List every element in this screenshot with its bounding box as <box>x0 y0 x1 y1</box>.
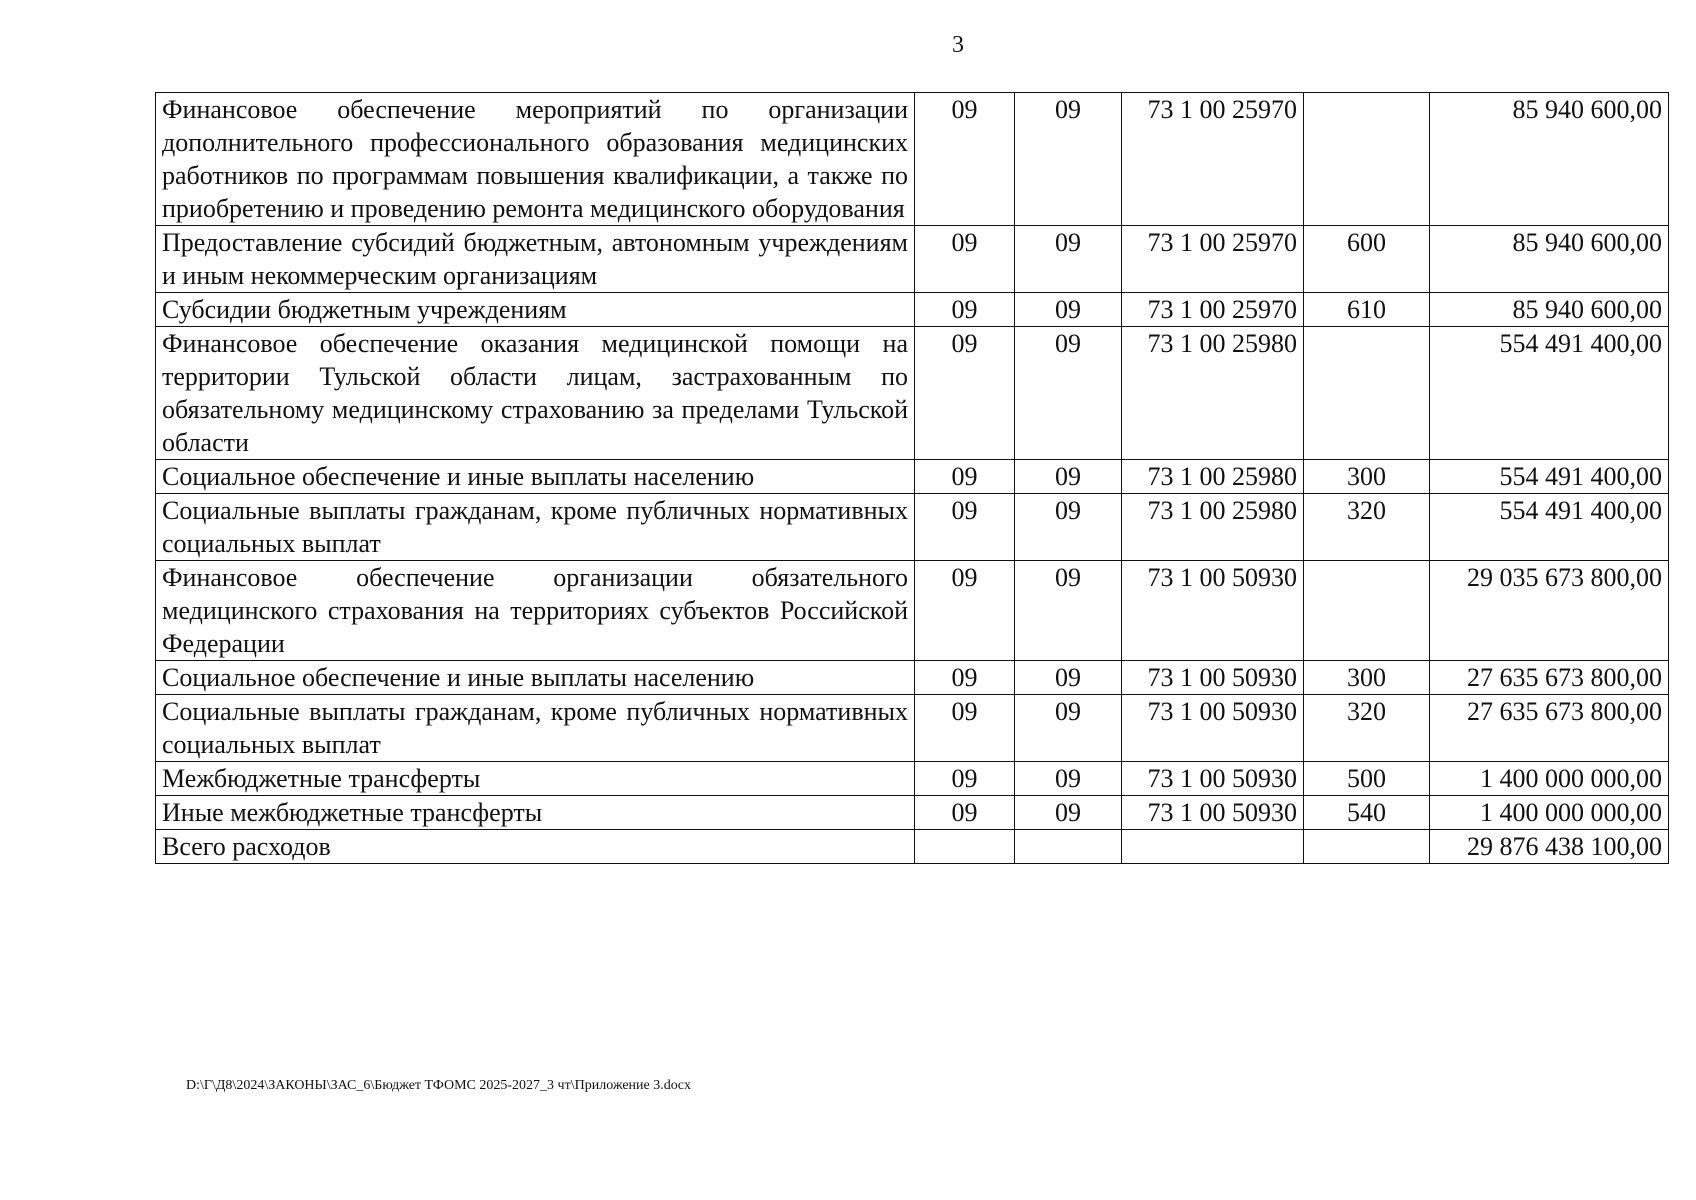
row-name-cell: Межбюджетные трансферты <box>156 762 915 796</box>
row-name-cell: Социальное обеспечение и иные выплаты населению <box>156 460 915 494</box>
row-subsection-cell: 09 <box>1015 226 1122 293</box>
row-expense-type-cell: 500 <box>1304 762 1430 796</box>
budget-table <box>155 92 1669 864</box>
row-section-cell: 09 <box>915 561 1015 661</box>
table-row <box>156 93 1669 226</box>
row-section-cell: 09 <box>915 695 1015 762</box>
row-section-cell: 09 <box>915 494 1015 561</box>
row-subsection-cell: 09 <box>1015 460 1122 494</box>
row-target-article-cell: 73 1 00 50930 <box>1122 762 1304 796</box>
row-section-cell: 09 <box>915 93 1015 226</box>
row-target-article-cell: 73 1 00 50930 <box>1122 695 1304 762</box>
row-subsection-cell: 09 <box>1015 661 1122 695</box>
table-row <box>156 661 1669 695</box>
table-row <box>156 226 1669 293</box>
row-amount-cell: 85 940 600,00 <box>1430 293 1669 327</box>
row-name-cell: Иные межбюджетные трансферты <box>156 796 915 830</box>
row-subsection-cell: 09 <box>1015 327 1122 460</box>
row-target-article-cell: 73 1 00 25970 <box>1122 293 1304 327</box>
row-name-cell: Финансовое обеспечение организации обязательного медицинского страхования на территориях субъектов Российской Федерации <box>156 561 915 661</box>
row-expense-type-cell: 610 <box>1304 293 1430 327</box>
row-expense-type-cell: 320 <box>1304 494 1430 561</box>
table-row <box>156 293 1669 327</box>
document-file-path: D:\Г\Д8\2024\ЗАКОНЫ\ЗАС_6\Бюджет ТФОМС 2025-2027_3 чт\Приложение 3.docx <box>186 1078 691 1093</box>
table-row <box>156 561 1669 661</box>
total-label-cell: Всего расходов <box>156 830 915 864</box>
row-subsection-cell: 09 <box>1015 293 1122 327</box>
row-name-cell: Финансовое обеспечение мероприятий по организации дополнительного профессионального образования медицинских работников по программам повышения квалификации, а также по приобретению и проведению ремонта медицинского оборудования <box>156 93 915 226</box>
table-row <box>156 796 1669 830</box>
row-section-cell: 09 <box>915 762 1015 796</box>
row-subsection-cell: 09 <box>1015 695 1122 762</box>
row-target-article-cell: 73 1 00 50930 <box>1122 561 1304 661</box>
row-name-cell: Субсидии бюджетным учреждениям <box>156 293 915 327</box>
row-name-cell: Финансовое обеспечение оказания медицинской помощи на территории Тульской области лицам, застрахованным по обязательному медицинскому страхованию за пределами Тульской области <box>156 327 915 460</box>
table-row-total <box>156 830 1669 864</box>
row-section-cell: 09 <box>915 661 1015 695</box>
row-amount-cell: 29 035 673 800,00 <box>1430 561 1669 661</box>
row-amount-cell: 85 940 600,00 <box>1430 226 1669 293</box>
row-target-article-cell: 73 1 00 25980 <box>1122 494 1304 561</box>
row-section-cell: 09 <box>915 460 1015 494</box>
row-amount-cell: 554 491 400,00 <box>1430 327 1669 460</box>
row-amount-cell: 27 635 673 800,00 <box>1430 695 1669 762</box>
row-name-cell: Социальные выплаты гражданам, кроме публичных нормативных социальных выплат <box>156 695 915 762</box>
table-row <box>156 327 1669 460</box>
row-expense-type-cell: 600 <box>1304 226 1430 293</box>
row-subsection-cell: 09 <box>1015 93 1122 226</box>
row-section-cell <box>915 830 1015 864</box>
row-expense-type-cell <box>1304 93 1430 226</box>
row-amount-cell: 554 491 400,00 <box>1430 494 1669 561</box>
row-target-article-cell: 73 1 00 50930 <box>1122 796 1304 830</box>
row-name-cell: Социальное обеспечение и иные выплаты населению <box>156 661 915 695</box>
row-expense-type-cell: 320 <box>1304 695 1430 762</box>
row-subsection-cell: 09 <box>1015 494 1122 561</box>
row-section-cell: 09 <box>915 796 1015 830</box>
row-expense-type-cell: 300 <box>1304 661 1430 695</box>
table-row <box>156 762 1669 796</box>
page-number: 3 <box>952 32 964 58</box>
row-target-article-cell: 73 1 00 25970 <box>1122 93 1304 226</box>
row-amount-cell: 1 400 000 000,00 <box>1430 762 1669 796</box>
row-subsection-cell: 09 <box>1015 762 1122 796</box>
row-amount-cell: 85 940 600,00 <box>1430 93 1669 226</box>
table-row <box>156 695 1669 762</box>
table-row <box>156 460 1669 494</box>
row-section-cell: 09 <box>915 293 1015 327</box>
row-amount-cell: 27 635 673 800,00 <box>1430 661 1669 695</box>
row-subsection-cell: 09 <box>1015 796 1122 830</box>
row-target-article-cell: 73 1 00 25980 <box>1122 327 1304 460</box>
row-subsection-cell: 09 <box>1015 561 1122 661</box>
row-expense-type-cell <box>1304 327 1430 460</box>
row-amount-cell: 554 491 400,00 <box>1430 460 1669 494</box>
row-target-article-cell: 73 1 00 50930 <box>1122 661 1304 695</box>
table-row <box>156 494 1669 561</box>
row-expense-type-cell <box>1304 830 1430 864</box>
total-amount-cell: 29 876 438 100,00 <box>1430 830 1669 864</box>
row-target-article-cell: 73 1 00 25970 <box>1122 226 1304 293</box>
row-name-cell: Предоставление субсидий бюджетным, автономным учреждениям и иным некоммерческим организациям <box>156 226 915 293</box>
row-expense-type-cell <box>1304 561 1430 661</box>
row-section-cell: 09 <box>915 226 1015 293</box>
row-target-article-cell <box>1122 830 1304 864</box>
row-expense-type-cell: 300 <box>1304 460 1430 494</box>
row-subsection-cell <box>1015 830 1122 864</box>
row-amount-cell: 1 400 000 000,00 <box>1430 796 1669 830</box>
row-expense-type-cell: 540 <box>1304 796 1430 830</box>
row-target-article-cell: 73 1 00 25980 <box>1122 460 1304 494</box>
row-section-cell: 09 <box>915 327 1015 460</box>
row-name-cell: Социальные выплаты гражданам, кроме публичных нормативных социальных выплат <box>156 494 915 561</box>
